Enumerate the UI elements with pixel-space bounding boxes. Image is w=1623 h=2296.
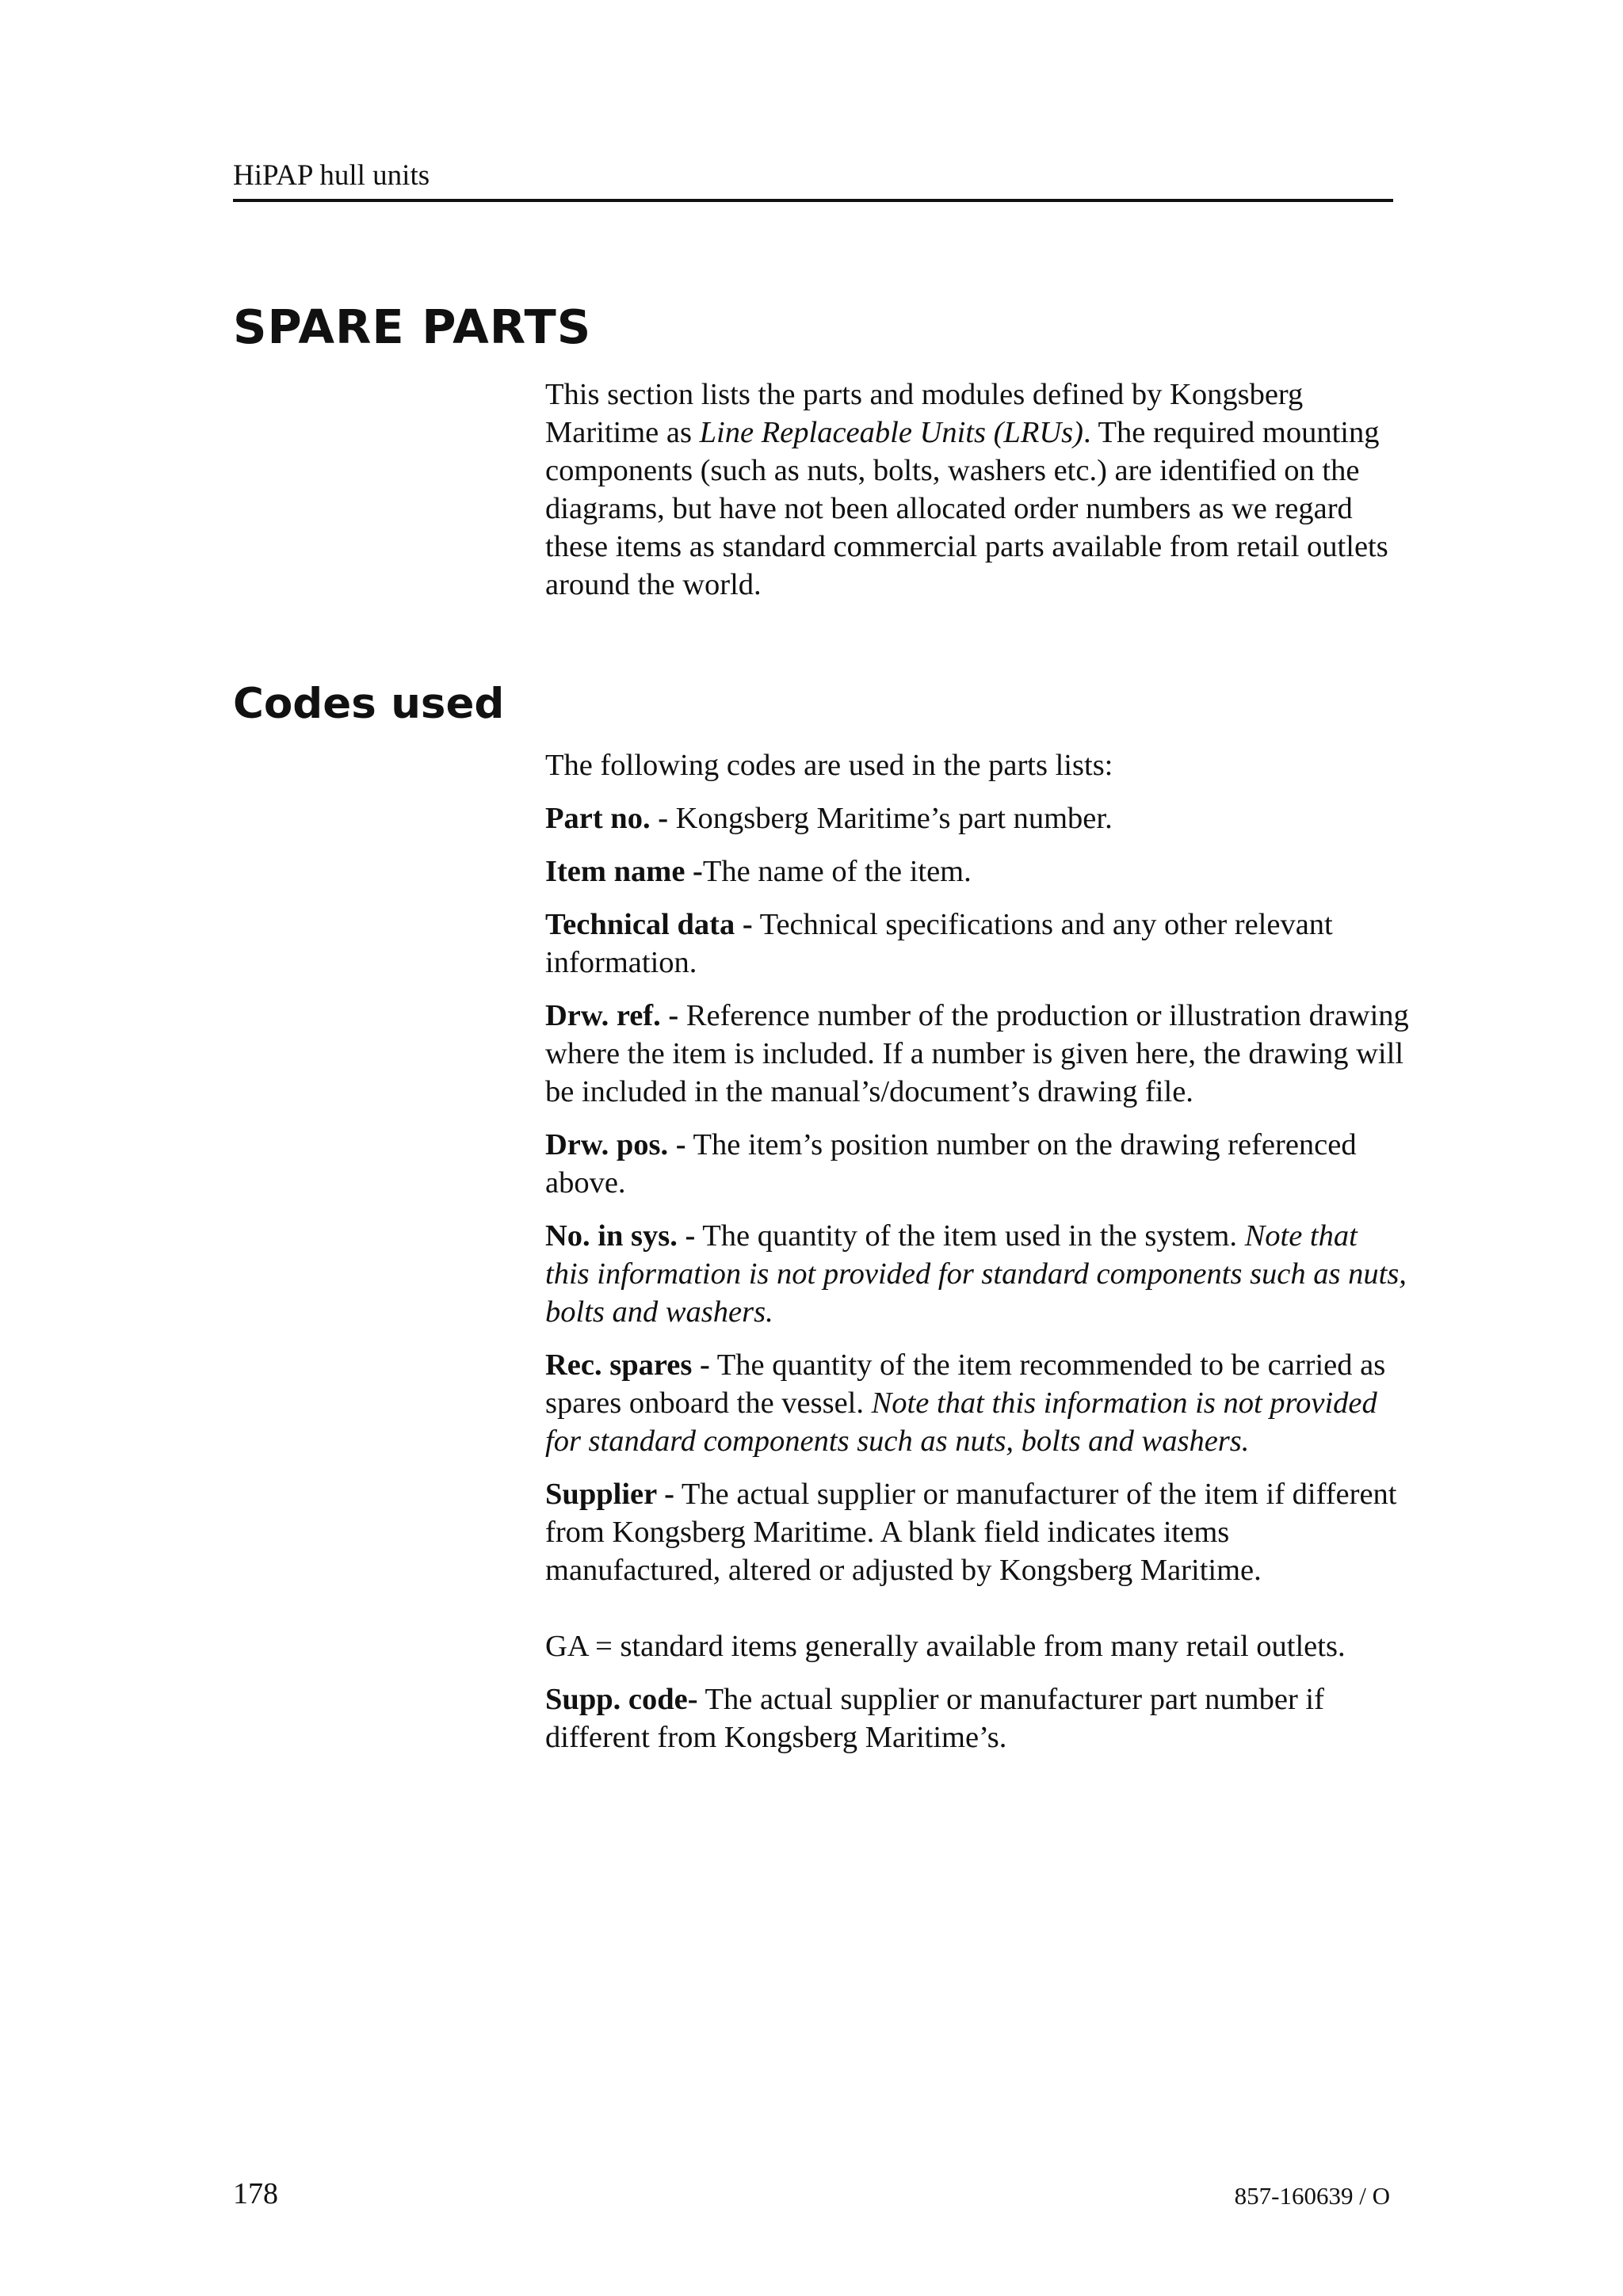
running-header: HiPAP hull units [233,159,430,192]
code-supp-code [545,1680,1409,1756]
page-number: 178 [233,2177,278,2210]
codes-lead: The following codes are used in the parts lists: [545,749,1113,782]
code-technical-data [545,906,1409,982]
code-description: The quantity of the item used in the system. [695,1219,1245,1253]
intro-text-start: This section lists the parts and modules defined by Kongsberg Maritime as [545,378,1304,449]
code-term: Supp. code- [545,1683,698,1716]
code-description: The quantity of the item recommended to be carried as spares onboard the vessel. [545,1348,1386,1420]
code-description: The item’s position number on the drawing referenced above. [545,1128,1357,1199]
code-term: Technical data - [545,908,753,941]
code-description: Kongsberg Maritime’s part number. [668,802,1113,835]
code-description: The actual supplier or manufacturer part number if different from Kongsberg Maritime’s. [545,1683,1324,1754]
code-term: No. in sys. - [545,1219,696,1253]
document-number: 857-160639 / O [1234,2182,1390,2210]
code-description: The name of the item. [702,855,972,888]
code-description: The actual supplier or manufacturer of the item if different from Kongsberg Maritime. A blank field indicates items manufactured, altered or adjusted by Kongsberg Maritime. [545,1478,1397,1587]
code-description: Technical specifications and any other relevant information. [545,908,1333,979]
code-note: Note that this information is not provided for standard components such as nuts, bolts and washers. [545,1219,1407,1329]
code-term: Drw. ref. - [545,999,679,1032]
code-drw-pos [545,1126,1409,1202]
code-rec-spares [545,1346,1409,1460]
code-term: Rec. spares - [545,1348,710,1382]
codes-used-title: Codes used [233,680,505,728]
lru-term: Line Replaceable Units (LRUs) [699,416,1083,449]
intro-paragraph [545,376,1409,604]
code-drw-ref [545,997,1409,1111]
code-term: Supplier - [545,1478,674,1511]
code-term: Part no. - [545,802,669,835]
code-no-in-sys [545,1217,1409,1331]
intro-text-end: . The required mounting components (such as nuts, bolts, washers etc.) are identified on the diagrams, but have not been allocated order numbers as we regard these items as standard commercial parts available from retail outlets around the world. [545,416,1388,601]
code-term: Item name - [545,855,703,888]
intro-block [545,376,1409,619]
code-description: Reference number of the production or illustration drawing where the item is included. If a number is given here, the drawing will be included in the manual’s/document’s drawing file. [545,999,1409,1108]
codes-block [545,746,1409,1772]
code-supplier [545,1475,1409,1589]
code-part-no [545,799,1409,837]
code-note: Note that this information is not provided for standard components such as nuts, bolts and washers. [545,1386,1377,1458]
code-item-name [545,852,1409,891]
code-term: Drw. pos. - [545,1128,686,1161]
header-rule [233,199,1393,202]
ga-definition: GA = standard items generally available from many retail outlets. [545,1630,1346,1663]
section-title: SPARE PARTS [233,299,592,354]
